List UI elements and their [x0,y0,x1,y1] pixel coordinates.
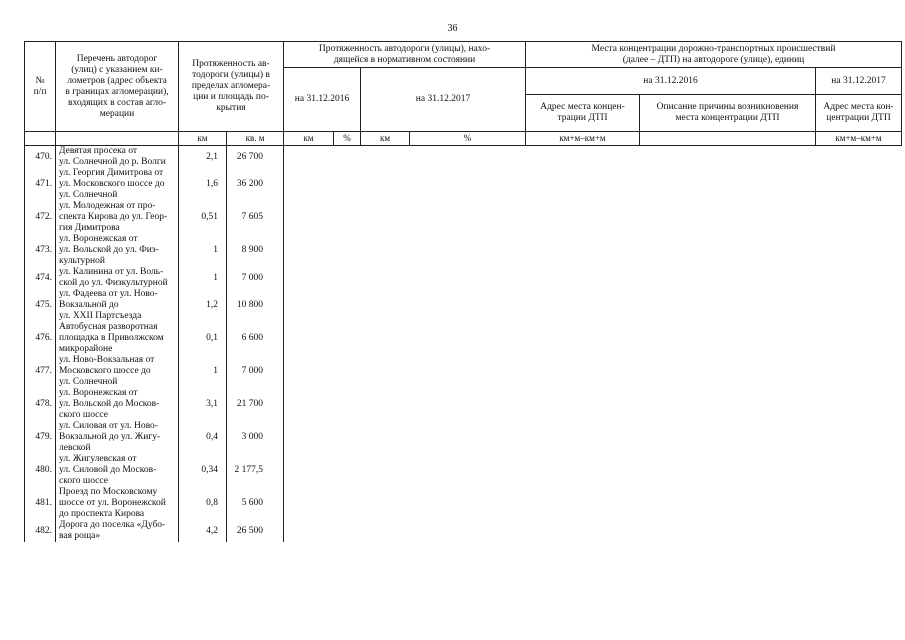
page-number: 36 [447,23,458,34]
row-num: 480. [25,454,56,487]
unit-empty-1 [25,132,56,146]
row-num: 477. [25,355,56,388]
row-name: ул. Георгия Димитрова от ул. Московского шоссе до ул. Солнечной [56,168,179,201]
unit-pct-2016: % [334,132,361,146]
row-name: Проезд по Московскому шоссе от ул. Воронежской до проспекта Кирова [56,487,179,520]
unit-km: км [179,132,227,146]
row-km: 4,2 [179,520,227,542]
table-row [25,421,902,454]
unit-pct-2017: % [410,132,526,146]
row-area: 7 605 [227,201,284,234]
row-name: ул. Ново-Вокзальная от Московского шоссе до ул. Солнечной [56,355,179,388]
table-row [25,322,902,355]
row-km: 0,51 [179,201,227,234]
header-num: № п/п [25,42,56,132]
header-length: Протяженность ав- тодороги (улицы) в пределах агломера- ции и площадь по- крытия [179,42,284,132]
row-km: 2,1 [179,146,227,169]
row-km: 3,1 [179,388,227,421]
row-num: 479. [25,421,56,454]
header-norm-2017: на 31.12.2017 [361,68,526,132]
unit-desc-empty [640,132,816,146]
row-num: 472. [25,201,56,234]
header-dtp-2016-addr: Адрес места концен- трации ДТП [526,95,640,132]
row-num: 481. [25,487,56,520]
header-norm-group: Протяженность автодороги (улицы), нахо- дящейся в нормативном состоянии [284,42,526,68]
table-header [25,42,902,146]
row-num: 478. [25,388,56,421]
row-km: 0,8 [179,487,227,520]
row-area: 8 900 [227,234,284,267]
table-row [25,454,902,487]
unit-kmm-2016: км+м–км+м [526,132,640,146]
row-name: ул. Воронежская от ул. Вольской до Москов- ского шоссе [56,388,179,421]
row-name: Автобусная разворотная площадка в Приволжском микрорайоне [56,322,179,355]
header-dtp-group: Места концентрации дорожно-транспортных происшествий (далее – ДТП) на автодороге (улице), единиц [526,42,902,68]
row-area: 7 000 [227,267,284,289]
header-norm-2016: на 31.12.2016 [284,68,361,132]
row-area: 26 700 [227,146,284,169]
header-dtp-2016: на 31.12.2016 [526,68,816,95]
row-name: ул. Калинина от ул. Воль- ской до ул. Физкультурной [56,267,179,289]
row-km: 1 [179,267,227,289]
table-row [25,520,902,542]
unit-sqm: кв. м [227,132,284,146]
row-km: 0,4 [179,421,227,454]
row-km: 1,2 [179,289,227,322]
row-name: ул. Молодежная от про- спекта Кирова до ул. Геор- гия Димитрова [56,201,179,234]
row-name: ул. Силовая от ул. Ново- Вокзальной до ул. Жигу- левской [56,421,179,454]
row-name: Девятая просека от ул. Солнечной до р. Волги [56,146,179,169]
table-row [25,355,902,388]
table-row [25,146,902,169]
row-num: 474. [25,267,56,289]
table-row [25,234,902,267]
table-row [25,388,902,421]
table-row [25,267,902,289]
unit-km-2016: км [284,132,334,146]
row-num: 475. [25,289,56,322]
table-row [25,487,902,520]
row-num: 473. [25,234,56,267]
row-area: 21 700 [227,388,284,421]
row-name: ул. Фадеева от ул. Ново- Вокзальной до ул. XXII Партсъезда [56,289,179,322]
row-area: 2 177,5 [227,454,284,487]
header-dtp-2017-addr: Адрес места кон- центрации ДТП [816,95,902,132]
table-row [25,168,902,201]
row-name: Дорога до поселка «Дубо- вая роща» [56,520,179,542]
header-dtp-2016-desc: Описание причины возникновения места концентрации ДТП [640,95,816,132]
unit-km-2017: км [361,132,410,146]
row-num: 476. [25,322,56,355]
header-dtp-2017: на 31.12.2017 [816,68,902,95]
row-area: 6 600 [227,322,284,355]
row-area: 26 500 [227,520,284,542]
table-row [25,201,902,234]
row-area: 3 000 [227,421,284,454]
row-area: 7 000 [227,355,284,388]
table-row [25,289,902,322]
row-km: 0,1 [179,322,227,355]
row-km: 0,34 [179,454,227,487]
row-name: ул. Воронежская от ул. Вольской до ул. Физ- культурной [56,234,179,267]
row-num: 470. [25,146,56,169]
row-km: 1 [179,234,227,267]
row-name: ул. Жигулевская от ул. Силовой до Москов- ского шоссе [56,454,179,487]
row-num: 482. [25,520,56,542]
row-area: 10 800 [227,289,284,322]
table-body [25,146,902,543]
unit-kmm-2017: км+м–км+м [816,132,902,146]
road-table [24,41,902,542]
unit-empty-2 [56,132,179,146]
row-km: 1,6 [179,168,227,201]
row-km: 1 [179,355,227,388]
row-num: 471. [25,168,56,201]
row-area: 5 600 [227,487,284,520]
row-area: 36 200 [227,168,284,201]
header-name: Перечень автодорог (улиц) с указанием ки- лометров (адрес объекта в границах агломерации), входящих в состав агло- мерации [56,42,179,132]
